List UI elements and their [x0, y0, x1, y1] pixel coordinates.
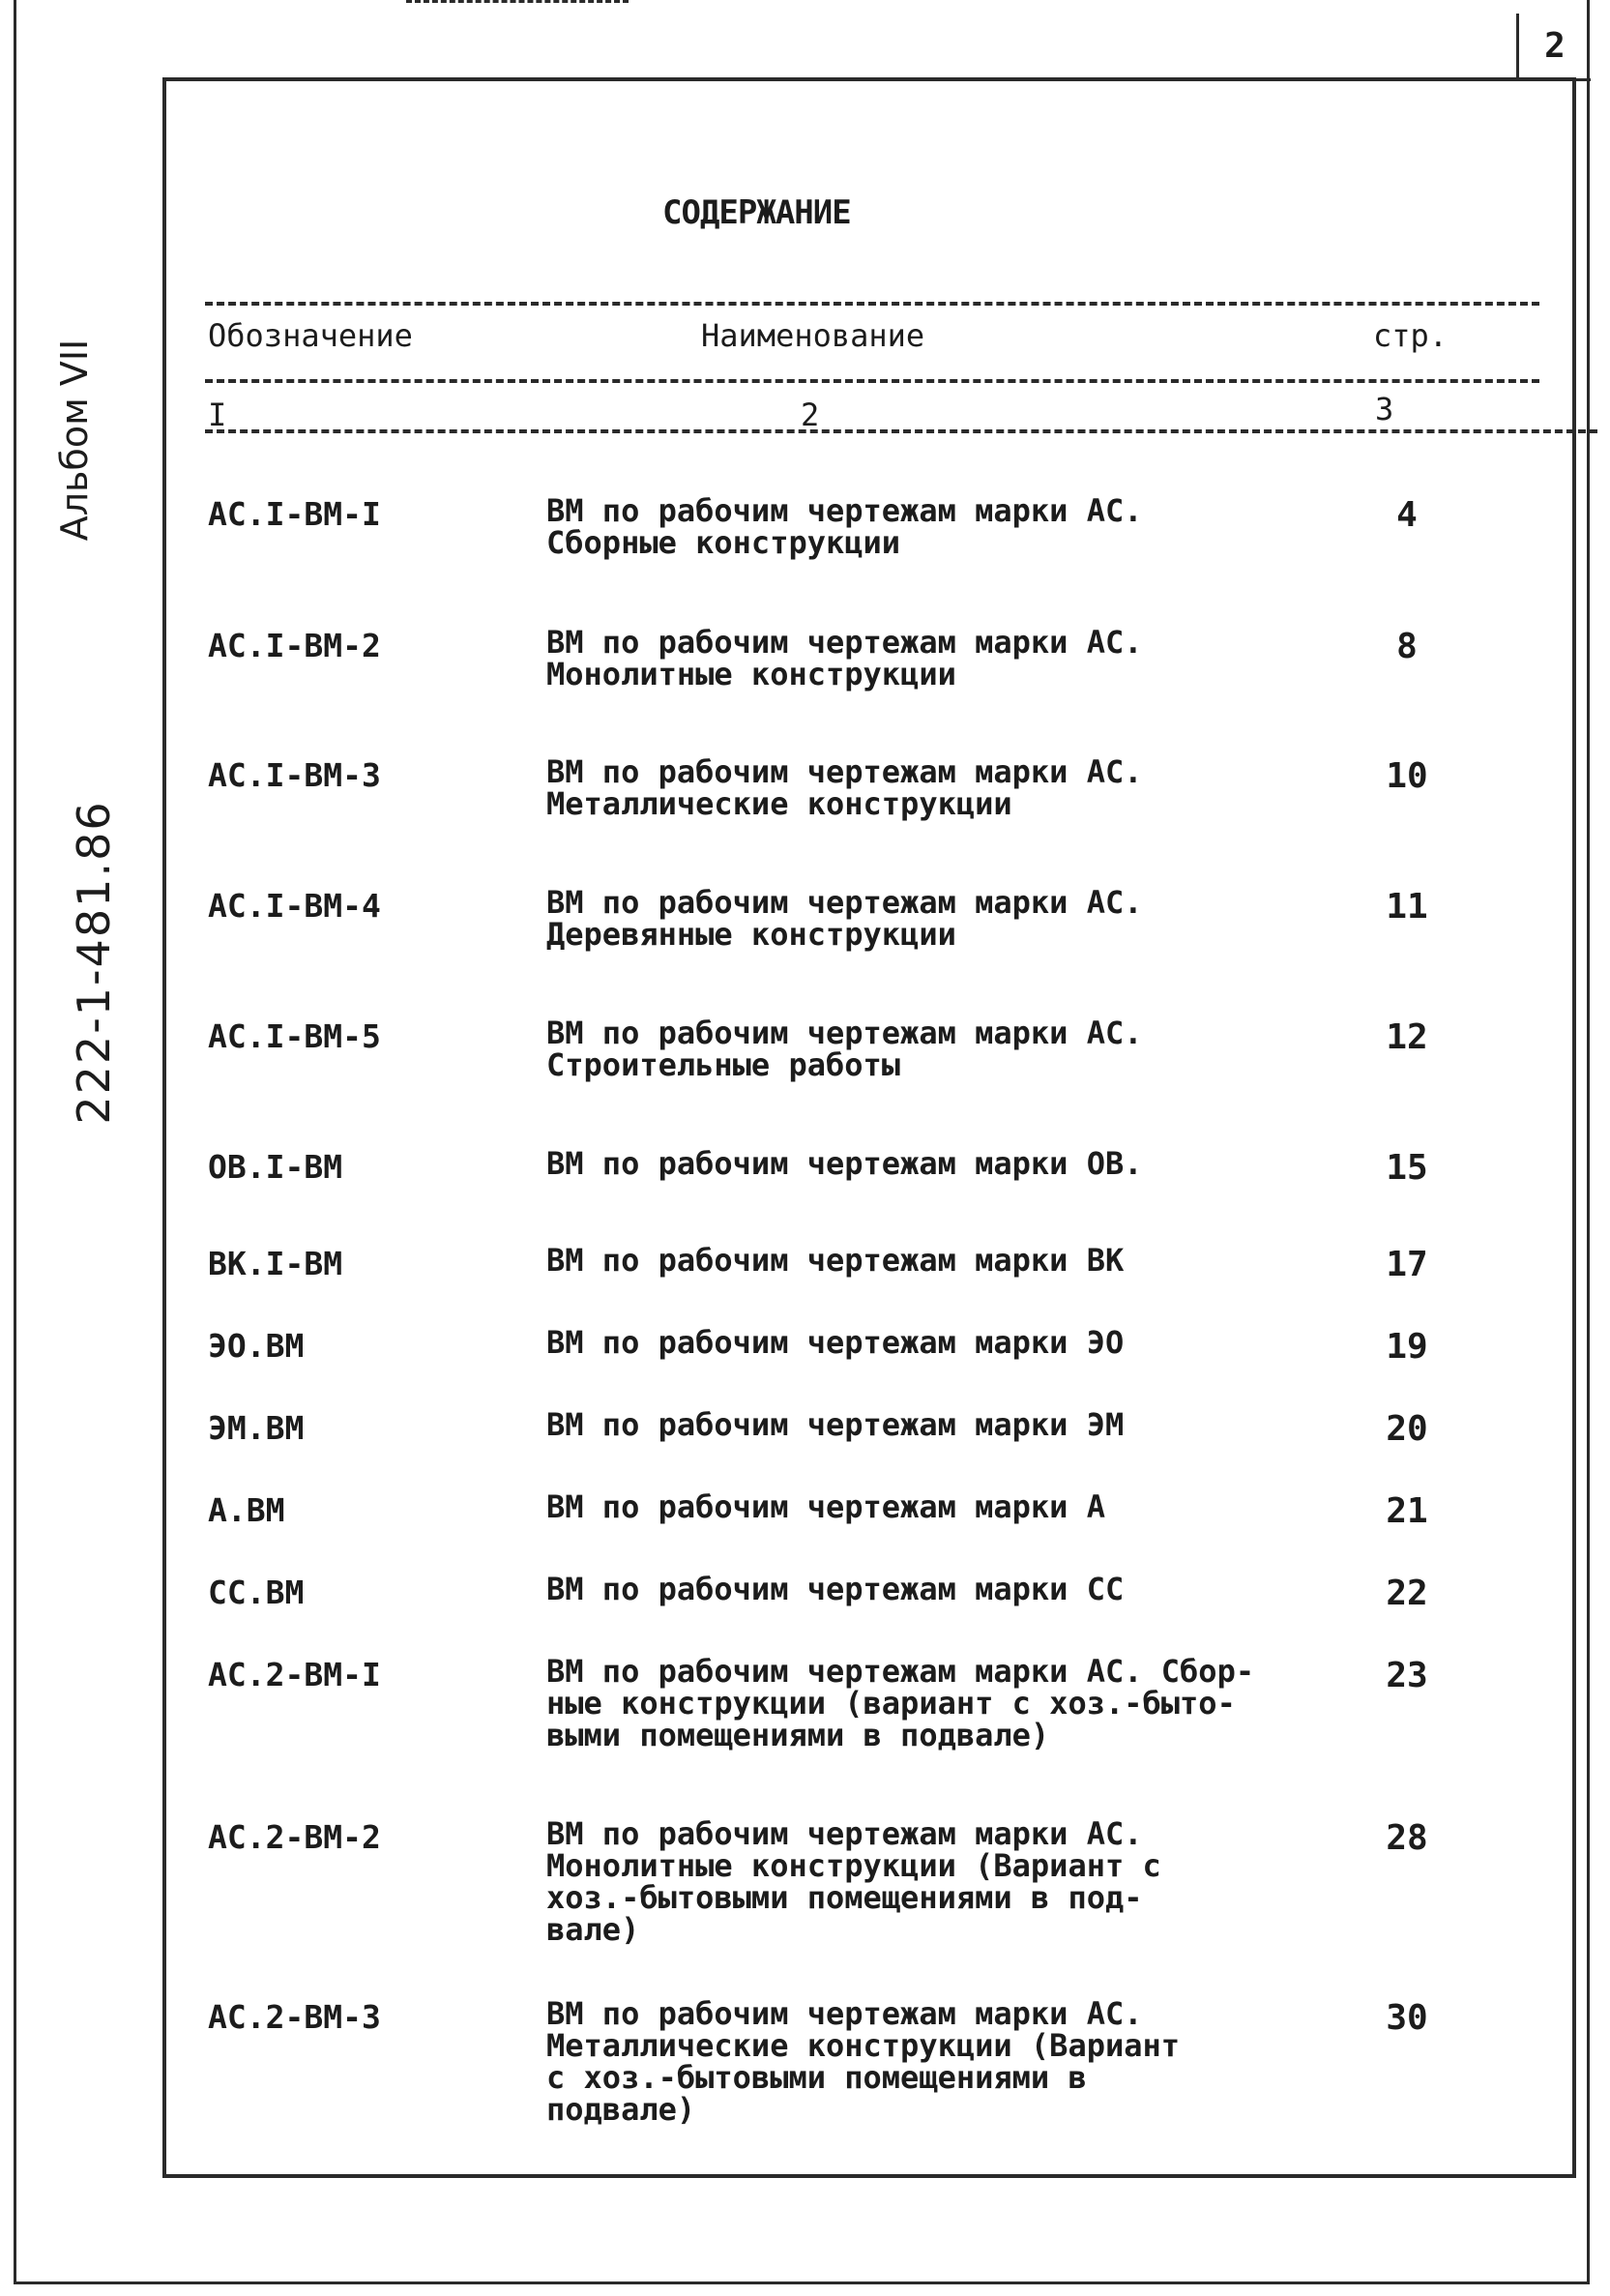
page-title: СОДЕРЖАНИЕ: [662, 193, 851, 232]
page-number: 2: [1516, 14, 1591, 81]
table-rule-numbers: [205, 429, 1597, 433]
row-name: ВМ по рабочим чертежам марки АС. Металлические конструкции: [546, 753, 1143, 822]
row-name: ВМ по рабочим чертежам марки А: [546, 1488, 1105, 1525]
row-code: ЭО.ВМ: [208, 1327, 305, 1365]
row-code: ВК.I-ВМ: [208, 1245, 343, 1282]
row-code: ЭМ.ВМ: [208, 1409, 305, 1447]
row-name: ВМ по рабочим чертежам марки ОВ.: [546, 1145, 1143, 1182]
column-number-2: 2: [801, 397, 820, 433]
row-page: 28: [1386, 1818, 1428, 1858]
row-name: ВМ по рабочим чертежам марки АС. Металлические конструкции (Вариант с хоз.-бытовыми помещениями в подвале): [546, 1995, 1181, 2128]
row-page: 4: [1396, 495, 1418, 535]
toc-row: [208, 1017, 1552, 1081]
toc-row: [208, 1242, 1552, 1284]
toc-row: [208, 1815, 1552, 1948]
toc-row: [208, 753, 1552, 822]
row-name: ВМ по рабочим чертежам марки ЭО: [546, 1324, 1125, 1361]
row-page: 30: [1386, 1998, 1428, 2038]
row-page: 8: [1396, 627, 1418, 666]
toc-row: [208, 1571, 1552, 1613]
header-page: стр.: [1373, 317, 1449, 354]
toc-row: [208, 1406, 1552, 1449]
row-code: А.ВМ: [208, 1491, 285, 1529]
row-page: 10: [1386, 756, 1428, 796]
row-page: 20: [1386, 1409, 1428, 1449]
table-rule-top: [205, 302, 1539, 306]
toc-row: [208, 1324, 1552, 1367]
row-name: ВМ по рабочим чертежам марки ВК: [546, 1242, 1125, 1279]
toc-row: [208, 624, 1552, 692]
row-name: ВМ по рабочим чертежам марки АС. Монолитные конструкции (Вариант с хоз.-бытовыми помещениями в под- вале): [546, 1815, 1161, 1948]
row-page: 17: [1386, 1245, 1428, 1284]
row-code: АС.I-ВМ-3: [208, 756, 381, 794]
row-name: ВМ по рабочим чертежам марки АС. Деревянные конструкции: [546, 884, 1143, 953]
project-code: 222-1-481.86: [68, 800, 120, 1125]
row-code: АС.I-ВМ-I: [208, 495, 381, 533]
toc-row: [208, 1488, 1552, 1531]
toc-row: [208, 884, 1552, 953]
row-page: 23: [1386, 1656, 1428, 1695]
row-code: АС.2-ВМ-2: [208, 1818, 381, 1856]
row-page: 12: [1386, 1017, 1428, 1057]
row-code: АС.I-ВМ-4: [208, 887, 381, 925]
row-name: ВМ по рабочим чертежам марки АС. Сбор- ные конструкции (вариант с хоз.-быто- выми помещениями в подвале): [546, 1653, 1255, 1753]
row-code: ОВ.I-ВМ: [208, 1148, 343, 1186]
header-name: Наименование: [701, 317, 925, 354]
row-code: СС.ВМ: [208, 1574, 305, 1611]
row-name: ВМ по рабочим чертежам марки ЭМ: [546, 1406, 1125, 1443]
row-page: 21: [1386, 1491, 1428, 1531]
toc-row: [208, 492, 1552, 561]
row-name: ВМ по рабочим чертежам марки АС. Сборные конструкции: [546, 492, 1143, 561]
toc-row: [208, 1653, 1552, 1753]
album-label: Альбом VII: [53, 339, 96, 542]
toc-row: [208, 1145, 1552, 1188]
header-designation: Обозначение: [208, 317, 413, 354]
row-name: ВМ по рабочим чертежам марки СС: [546, 1571, 1125, 1607]
row-page: 11: [1386, 887, 1428, 927]
row-page: 19: [1386, 1327, 1428, 1367]
row-name: ВМ по рабочим чертежам марки АС. Строительные работы: [546, 1015, 1143, 1083]
row-code: АС.I-ВМ-2: [208, 627, 381, 664]
row-page: 22: [1386, 1574, 1428, 1613]
row-code: АС.2-ВМ-3: [208, 1998, 381, 2036]
column-number-1: I: [208, 397, 227, 433]
row-page: 15: [1386, 1148, 1428, 1188]
row-code: АС.I-ВМ-5: [208, 1017, 381, 1055]
column-number-3: 3: [1375, 391, 1394, 427]
row-name: ВМ по рабочим чертежам марки АС. Монолитные конструкции: [546, 624, 1143, 692]
top-border-tick: [406, 0, 629, 3]
toc-row: [208, 1995, 1552, 2128]
row-code: АС.2-ВМ-I: [208, 1656, 381, 1693]
table-rule-header: [205, 379, 1539, 383]
